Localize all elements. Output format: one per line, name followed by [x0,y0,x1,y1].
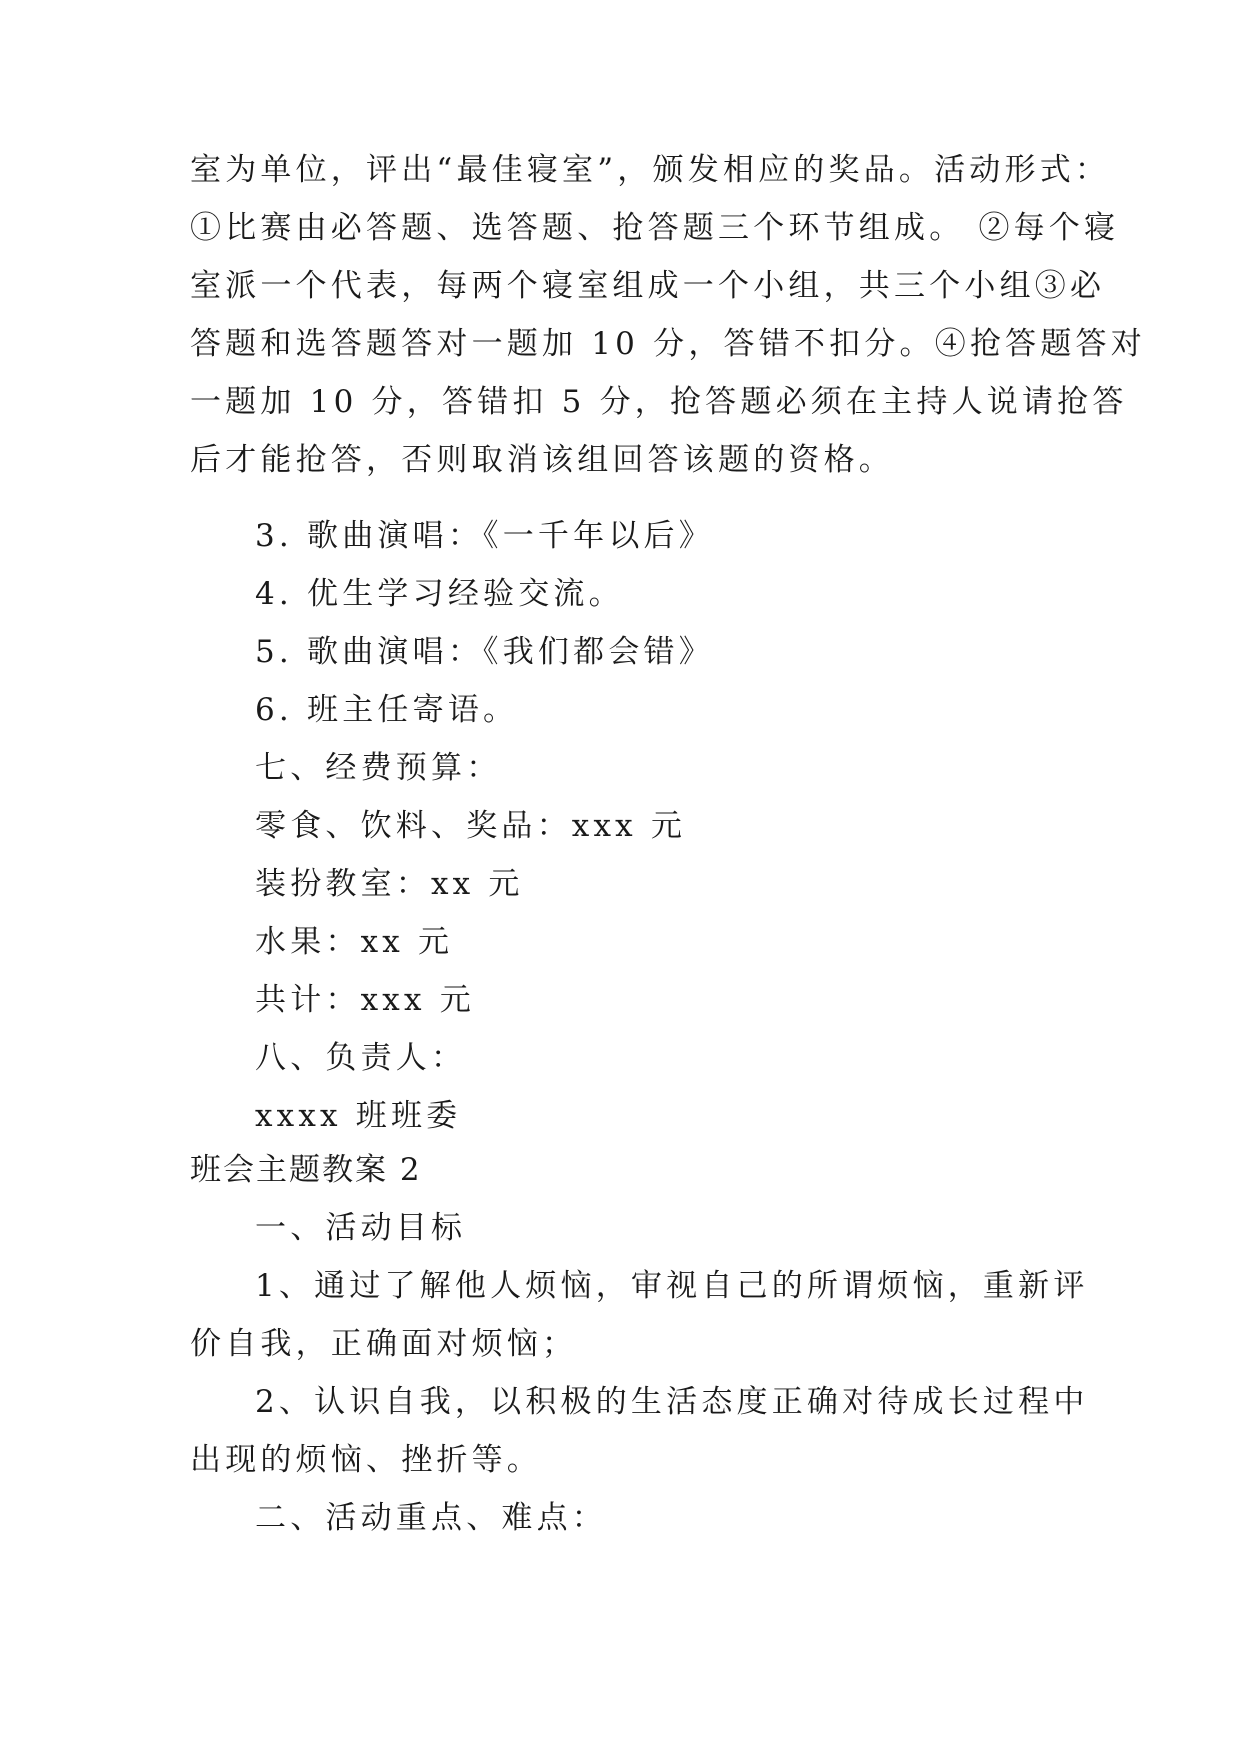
list-item: 6. 班主任寄语。 [255,692,519,728]
paragraph-line: 1、通过了解他人烦恼，审视自己的所谓烦恼，重新评 [255,1268,1089,1304]
list-item: 二、活动重点、难点： [255,1500,607,1536]
list-item: 一、活动目标 [255,1210,467,1246]
list-item: 零食、饮料、奖品：xxx 元 [255,808,687,844]
paragraph-line: 室派一个代表，每两个寝室组成一个小组，共三个小组③必 [190,268,1106,304]
list-item: 水果：xx 元 [255,924,454,960]
paragraph-line: 后才能抢答，否则取消该组回答该题的资格。 [190,442,894,478]
list-item: 七、经费预算： [255,750,502,786]
paragraph-line: 2、认识自我，以积极的生活态度正确对待成长过程中 [255,1384,1089,1420]
list-item: xxxx 班班委 [255,1098,462,1134]
list-item: 4. 优生学习经验交流。 [255,576,624,612]
paragraph-line: ①比赛由必答题、选答题、抢答题三个环节组成。 ②每个寝 [190,210,1120,246]
paragraph-line: 室为单位，评出“最佳寝室”，颁发相应的奖品。活动形式： [190,152,1111,188]
list-item: 3. 歌曲演唱：《一千年以后》 [255,518,714,554]
section-title: 班会主题教案 2 [190,1152,422,1188]
paragraph-line: 价自我，正确面对烦恼； [190,1326,578,1362]
list-item: 装扮教室：xx 元 [255,866,524,902]
list-item: 共计：xxx 元 [255,982,475,1018]
list-item: 5. 歌曲演唱：《我们都会错》 [255,634,714,670]
list-item: 八、负责人： [255,1040,467,1076]
paragraph-line: 一题加 10 分，答错扣 5 分，抢答题必须在主持人说请抢答 [190,384,1128,420]
paragraph-line: 答题和选答题答对一题加 10 分，答错不扣分。④抢答题答对 [190,326,1146,362]
paragraph-line: 出现的烦恼、挫折等。 [190,1442,542,1478]
